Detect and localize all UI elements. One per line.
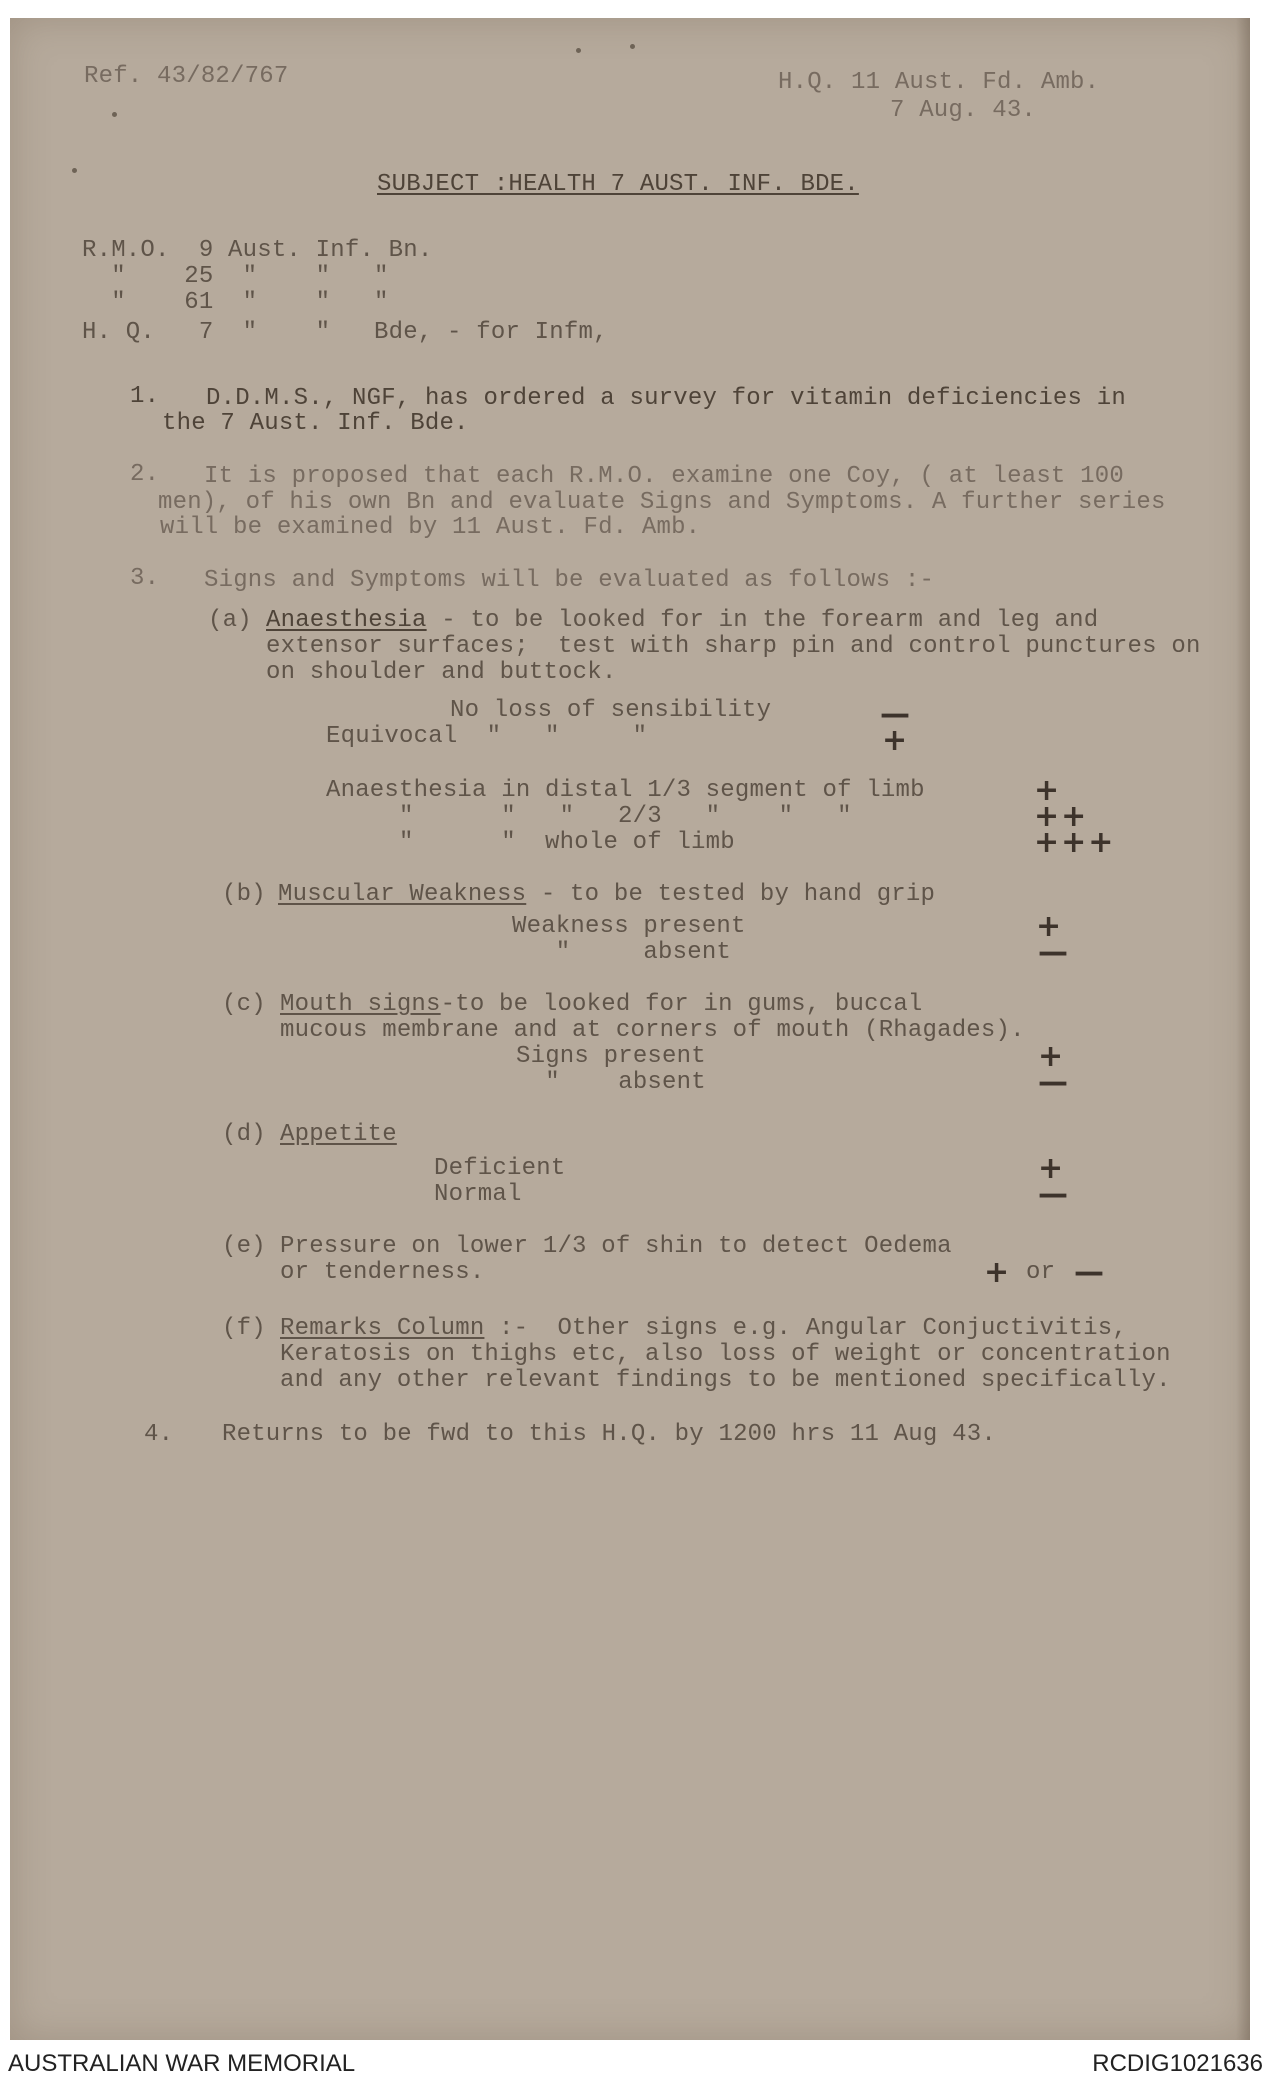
item-label: (f): [222, 1315, 266, 1342]
scale-label: " " whole of limb: [326, 829, 735, 856]
paragraph-number: 2.: [130, 461, 160, 488]
paragraph-text: D.D.M.S., NGF, has ordered a survey for vitamin deficiencies in: [206, 385, 1126, 412]
document-date: 7 Aug. 43.: [890, 97, 1037, 124]
paragraph-text: the 7 Aust. Inf. Bde.: [162, 410, 469, 437]
item-text-continued: - to be tested by hand grip: [526, 881, 936, 908]
paper-mark: [112, 112, 117, 117]
scale-label: " " " 2/3 " " ": [326, 803, 852, 830]
item-text-continued: :- Other signs e.g. Angular Conjuctivitis,: [484, 1315, 1127, 1342]
item-label: (d): [222, 1121, 266, 1148]
scale-symbol: +: [1038, 1039, 1064, 1074]
scale-symbol: +: [984, 1255, 1010, 1290]
paragraph-text: Signs and Symptoms will be evaluated as follows :-: [204, 567, 935, 594]
scale-symbol: —: [1038, 1065, 1068, 1100]
scale-symbol: +: [1034, 773, 1060, 808]
paper-mark: [576, 48, 581, 53]
item-label: (e): [222, 1233, 266, 1260]
scale-symbol: +: [1036, 909, 1062, 944]
item-text-continued: - to be looked for in the forearm and leg and: [426, 607, 1099, 634]
scale-symbol: +: [882, 723, 908, 758]
paragraph-number: 1.: [130, 383, 160, 410]
scale-label: Normal: [434, 1181, 522, 1208]
subject-line: SUBJECT :HEALTH 7 AUST. INF. BDE.: [377, 171, 859, 198]
item-label: (b): [222, 881, 266, 908]
archive-footer: [0, 2042, 1271, 2082]
item-heading: Anaesthesia: [266, 607, 427, 634]
scale-label: or: [1026, 1259, 1056, 1286]
scale-label: No loss of sensibility: [450, 697, 772, 724]
paragraph-text: Returns to be fwd to this H.Q. by 1200 hrs 11 Aug 43.: [222, 1421, 996, 1448]
sender-unit: H.Q. 11 Aust. Fd. Amb.: [778, 69, 1100, 96]
paragraph-number: 3.: [130, 565, 160, 592]
scale-label: " absent: [512, 939, 732, 966]
item-text-continued: -to be looked for in gums, buccal: [440, 991, 923, 1018]
addressee-line: R.M.O. 9 Aust. Inf. Bn.: [82, 237, 433, 264]
scale-label: Signs present: [516, 1043, 706, 1070]
item-label: (a): [208, 607, 252, 634]
item-text: [278, 882, 935, 908]
addressee-line: " 25 " " ": [82, 263, 389, 290]
addressee-line: " 61 " " ": [82, 289, 389, 316]
scale-symbol: +: [1038, 1151, 1064, 1186]
paragraph-text: will be examined by 11 Aust. Fd. Amb.: [160, 514, 701, 541]
item-label: (c): [222, 991, 266, 1018]
item-text: on shoulder and buttock.: [266, 659, 617, 686]
item-text: mucous membrane and at corners of mouth (Rhagades).: [280, 1017, 1025, 1044]
scale-symbol: ++: [1034, 799, 1089, 834]
scale-symbol: —: [880, 697, 910, 732]
item-text: [280, 992, 923, 1018]
scale-symbol: —: [1038, 1177, 1068, 1212]
item-text: [266, 608, 1098, 634]
item-text: extensor surfaces; test with sharp pin and control punctures on: [266, 633, 1201, 660]
scale-label: Anaesthesia in distal 1/3 segment of limb: [326, 777, 925, 804]
scale-label: Weakness present: [512, 913, 746, 940]
scale-symbol: +++: [1034, 825, 1116, 860]
item-heading: Remarks Column: [280, 1315, 485, 1342]
addressee-line: H. Q. 7 " " Bde, - for Infm,: [82, 319, 608, 346]
scale-symbol: —: [1074, 1255, 1104, 1290]
scale-label: " absent: [516, 1069, 706, 1096]
scale-label: Deficient: [434, 1155, 566, 1182]
paragraph-text: men), of his own Bn and evaluate Signs and Symptoms. A further series: [158, 489, 1166, 516]
scale-label: Equivocal " " ": [326, 723, 648, 750]
item-text: Pressure on lower 1/3 of shin to detect Oedema: [280, 1233, 952, 1260]
paragraph-number: 4.: [144, 1421, 174, 1448]
item-text: and any other relevant findings to be mentioned specifically.: [280, 1367, 1171, 1394]
paper-mark: [630, 44, 635, 49]
item-text: [280, 1316, 1127, 1342]
archive-credit: AUSTRALIAN WAR MEMORIAL: [8, 2050, 356, 2077]
scale-symbol: —: [1038, 935, 1068, 970]
paragraph-text: It is proposed that each R.M.O. examine one Coy, ( at least 100: [204, 463, 1124, 490]
item-heading: Muscular Weakness: [278, 881, 527, 908]
item-heading: Appetite: [280, 1121, 397, 1148]
item-text: Keratosis on thighs etc, also loss of weight or concentration: [280, 1341, 1171, 1368]
reference-number: Ref. 43/82/767: [84, 63, 289, 90]
archive-id: RCDIG1021636: [1092, 2050, 1263, 2077]
item-heading: Mouth signs: [280, 991, 441, 1018]
paper-mark: [72, 168, 77, 173]
item-text: or tenderness.: [280, 1259, 485, 1286]
